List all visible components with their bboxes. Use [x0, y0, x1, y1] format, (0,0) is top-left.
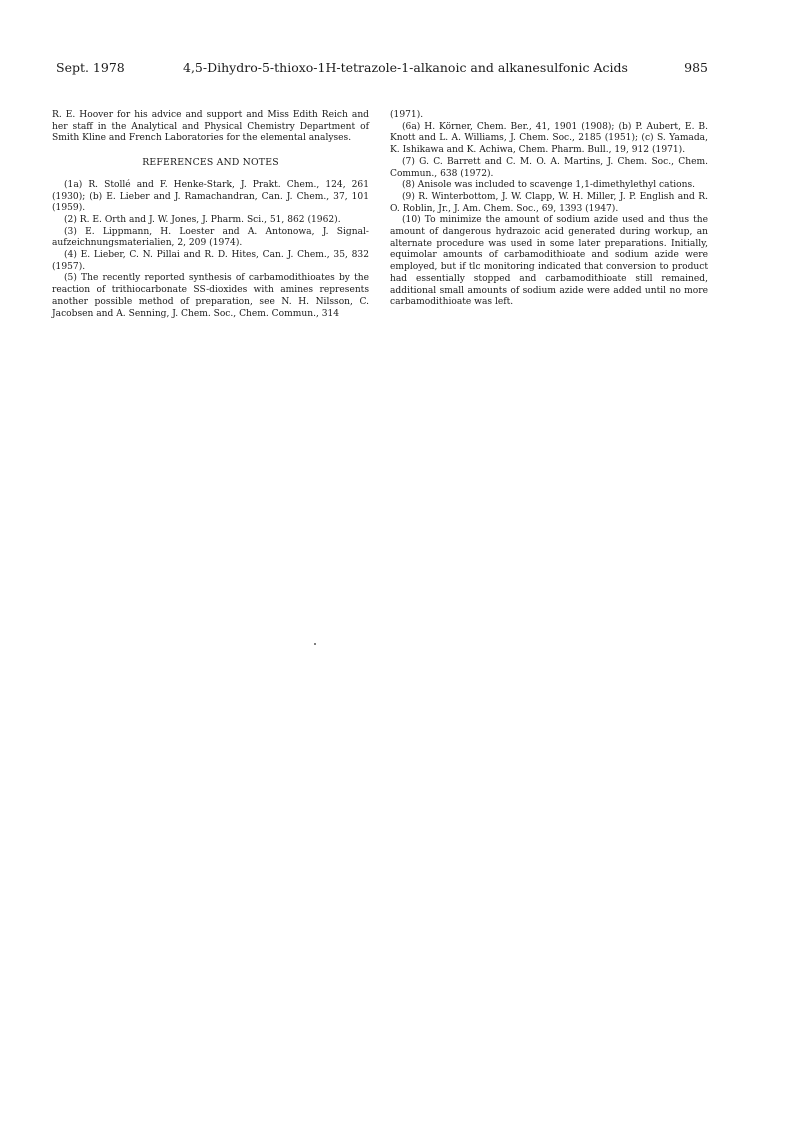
reference-1: (1a) R. Stollé and F. Henke-Stark, J. Prakt. Chem., 124, 261 (1930); (b) E. Lieber and J. Ramachandran, Can. J. Chem., 37, 101 (1959). — [52, 179, 369, 214]
reference-9: (9) R. Winterbottom, J. W. Clapp, W. H. Miller, J. P. English and R. O. Roblin, Jr., J. Am. Chem. Soc., 69, 1393 (1947). — [390, 191, 708, 214]
reference-8: (8) Anisole was included to scavenge 1,1-dimethylethyl cations. — [402, 180, 696, 191]
running-header — [56, 60, 708, 80]
reference-2: (2) R. E. Orth and J. W. Jones, J. Pharm. Sci., 51, 862 (1962). — [64, 214, 341, 225]
reference-7: (7) G. C. Barrett and C. M. O. A. Martins, J. Chem. Soc., Chem. Commun., 638 (1972). — [390, 156, 708, 179]
references-heading: REFERENCES AND NOTES — [142, 157, 279, 169]
acknowledgment-text: R. E. Hoover for his advice and support and Miss Edith Reich and her staff in the Analytical and Physical Chemistry Department of Smith Kline and French Laboratories for the elemental analyses. — [52, 110, 369, 144]
left-column — [52, 110, 369, 320]
issue-date: Sept. 1978 — [56, 60, 125, 75]
reference-4: (4) E. Lieber, C. N. Pillai and R. D. Hites, Can. J. Chem., 35, 832 (1957). — [52, 250, 369, 272]
page-number: 985 — [684, 60, 708, 75]
reference-6: (6a) H. Körner, Chem. Ber., 41, 1901 (1908); (b) P. Aubert, E. B. Knott and L. A. Williams, J. Chem. Soc., 2185 (1951); (c) S. Yamada, K. Ishikawa and K. Achiwa, Chem. Pharm. Bull., 19, 912 (1971). — [390, 121, 708, 156]
scan-speck — [314, 643, 316, 645]
running-title: 4,5-Dihydro-5-thioxo-1H-tetrazole-1-alkanoic and alkanesulfonic Acids — [183, 60, 628, 75]
reference-5-continued: (1971). — [390, 110, 424, 120]
reference-5: (5) The recently reported synthesis of carbamodithioates by the reaction of trithiocarbonate SS-dioxides with amines represents another possible method of preparation, see N. H. Nilsson, C. Jacobsen and A. Senning, J. Chem. Soc., Chem. Commun., 314 — [52, 273, 369, 319]
reference-10: (10) To minimize the amount of sodium azide used and thus the amount of dangerous hydrazoic acid generated during workup, an alternate procedure was used in some later preparations. Initially, equimolar amounts of carbamodithioate and sodium azide were employed, but if tlc monitoring indicated that conversion to product had essentially stopped and carbamodithioate still remained, additional small amounts of sodium azide were added until no more carbamodithioate was left. — [390, 215, 708, 308]
right-column — [390, 110, 708, 309]
reference-3: (3) E. Lippmann, H. Loester and A. Antonowa, J. Signal-aufzeichnungsmaterialien, 2, 209 (1974). — [52, 226, 369, 249]
